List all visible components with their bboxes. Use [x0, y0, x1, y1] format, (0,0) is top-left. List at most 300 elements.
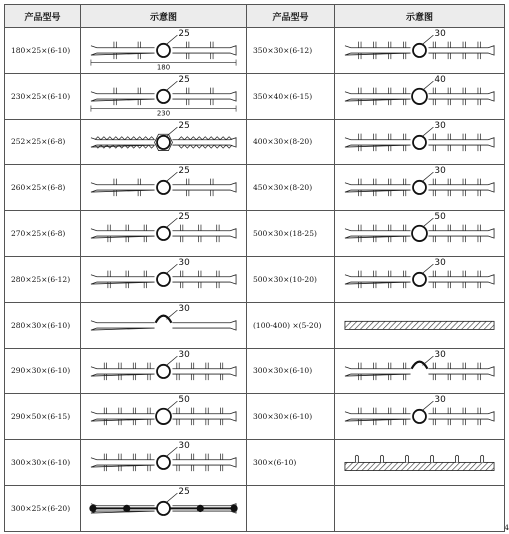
tooth	[208, 136, 214, 147]
left-model-cell: 290×30×(6-10)	[5, 348, 81, 394]
rib	[206, 454, 208, 472]
left-diagram-cell	[81, 119, 247, 165]
right-waterstop-diagram	[335, 303, 504, 348]
center-bulb	[413, 44, 426, 57]
bulb-size-label: 25	[178, 487, 190, 498]
left-profile	[91, 29, 236, 72]
rib	[433, 362, 435, 380]
rib	[403, 362, 405, 380]
table-row	[5, 348, 505, 394]
rib	[388, 408, 390, 426]
left-profile	[91, 75, 236, 118]
hatched-strip	[345, 463, 494, 471]
tooth	[149, 136, 155, 147]
header-diagram-right: 示意图	[335, 5, 505, 28]
right-model-cell: 300×(6-10)	[247, 440, 335, 486]
right-waterstop-diagram	[335, 349, 504, 394]
left-model-cell: 230×25×(6-10)	[5, 73, 81, 119]
left-waterstop-diagram	[81, 394, 246, 439]
leader-line	[422, 264, 433, 273]
center-bulb	[413, 410, 426, 423]
right-profile	[345, 258, 494, 288]
center-bulb	[157, 456, 170, 469]
center-bulb	[413, 135, 426, 148]
bulb-size-label: 50	[434, 212, 446, 223]
rib	[138, 87, 140, 105]
rib	[220, 408, 222, 426]
rib	[374, 133, 376, 151]
rib	[405, 455, 408, 462]
rib	[206, 362, 208, 380]
leader-line	[422, 218, 433, 227]
left-model-cell: 300×30×(6-10)	[5, 440, 81, 486]
right-model-cell: 450×30×(8-20)	[247, 165, 335, 211]
rib	[388, 133, 390, 151]
leader-line	[166, 310, 177, 319]
left-waterstop-diagram	[81, 120, 246, 165]
right-diagram-cell	[335, 256, 505, 302]
bulb-size-label: 30	[434, 29, 446, 40]
rib	[463, 179, 465, 197]
rib	[478, 408, 480, 426]
rib	[448, 271, 450, 289]
rib	[114, 87, 116, 105]
rib	[374, 271, 376, 289]
rib	[374, 87, 376, 105]
rib	[138, 179, 140, 197]
rib	[119, 362, 121, 380]
table-row	[5, 394, 505, 440]
rib	[114, 42, 116, 60]
rib	[359, 179, 361, 197]
left-model-cell: 260×25×(6-8)	[5, 165, 81, 211]
left-model-cell: 290×50×(6-15)	[5, 394, 81, 440]
rib	[433, 133, 435, 151]
left-waterstop-diagram	[81, 28, 246, 73]
rib	[374, 179, 376, 197]
rib	[388, 42, 390, 60]
left-waterstop-diagram	[81, 257, 246, 302]
rib	[374, 408, 376, 426]
rib	[177, 454, 179, 472]
bulb-size-label: 25	[178, 120, 190, 131]
table-row	[5, 73, 505, 119]
rib	[148, 362, 150, 380]
left-profile	[91, 350, 236, 380]
right-waterstop-diagram	[335, 28, 504, 73]
rib	[180, 225, 182, 243]
waterstop-spec-sheet	[4, 4, 504, 530]
rib	[448, 408, 450, 426]
right-diagram-cell	[335, 73, 505, 119]
tooth	[125, 136, 131, 147]
left-profile	[89, 487, 237, 515]
right-model-cell: (100-400) ×(5-20)	[247, 302, 335, 348]
rib	[211, 87, 213, 105]
rib	[463, 87, 465, 105]
rib	[144, 225, 146, 243]
right-waterstop-diagram	[335, 394, 504, 439]
right-profile	[345, 29, 494, 59]
rib	[186, 42, 188, 60]
rib	[374, 42, 376, 60]
rib	[374, 362, 376, 380]
rib	[478, 271, 480, 289]
rib	[104, 408, 106, 426]
bulb-size-label: 25	[178, 212, 190, 223]
table-row	[5, 165, 505, 211]
center-bulb	[157, 90, 170, 103]
left-diagram-cell	[81, 302, 247, 348]
rib	[359, 42, 361, 60]
left-profile	[91, 121, 236, 150]
rib	[433, 271, 435, 289]
right-profile	[345, 395, 494, 425]
tooth	[178, 136, 184, 147]
leader-line	[422, 402, 433, 411]
rib	[403, 225, 405, 243]
right-diagram-cell	[335, 394, 505, 440]
right-profile	[345, 121, 494, 151]
bulb-size-label: 30	[178, 258, 190, 269]
bulb-size-label: 30	[178, 441, 190, 452]
left-profile	[91, 441, 236, 471]
bulb-size-label: 25	[178, 29, 190, 40]
rib	[448, 179, 450, 197]
leader-line	[166, 493, 177, 502]
rib	[433, 225, 435, 243]
rib	[448, 362, 450, 380]
left-diagram-cell	[81, 165, 247, 211]
leader-line	[166, 402, 177, 411]
right-waterstop-diagram	[335, 440, 504, 485]
leader-line	[166, 173, 177, 182]
right-model-cell: 300×30×(6-10)	[247, 394, 335, 440]
center-bulb	[157, 502, 170, 515]
right-diagram-cell	[335, 485, 505, 531]
right-waterstop-diagram	[335, 165, 504, 210]
rib	[448, 87, 450, 105]
rib	[211, 179, 213, 197]
center-bulb	[412, 226, 427, 241]
rib	[388, 179, 390, 197]
rib	[478, 225, 480, 243]
center-bulb	[413, 181, 426, 194]
rib	[481, 455, 484, 462]
right-profile	[345, 321, 494, 329]
rib	[433, 179, 435, 197]
right-model-cell: 400×30×(8-20)	[247, 119, 335, 165]
left-waterstop-diagram	[81, 74, 246, 119]
rib	[114, 179, 116, 197]
bulb-size-label: 25	[178, 166, 190, 177]
rib	[463, 133, 465, 151]
rib	[403, 179, 405, 197]
rib	[403, 271, 405, 289]
rib	[180, 271, 182, 289]
tooth	[143, 136, 149, 147]
right-diagram-cell	[335, 302, 505, 348]
right-waterstop-diagram	[335, 257, 504, 302]
table-row	[5, 119, 505, 165]
tooth	[196, 136, 202, 147]
left-diagram-cell	[81, 256, 247, 302]
left-diagram-cell	[81, 440, 247, 486]
bulb-size-label: 30	[434, 166, 446, 177]
left-profile	[91, 395, 236, 425]
strip-body	[345, 366, 494, 375]
rib	[126, 271, 128, 289]
rib	[359, 133, 361, 151]
end-bulb	[197, 505, 204, 512]
rib	[211, 42, 213, 60]
leader-line	[166, 35, 177, 44]
left-waterstop-diagram	[81, 440, 246, 485]
tooth	[190, 136, 196, 147]
leader-line	[166, 127, 177, 136]
right-waterstop-diagram	[335, 120, 504, 165]
left-diagram-cell	[81, 485, 247, 531]
right-model-cell: 350×40×(6-15)	[247, 73, 335, 119]
left-profile	[91, 212, 236, 242]
tooth	[214, 136, 220, 147]
rib	[148, 408, 150, 426]
rib	[478, 42, 480, 60]
left-diagram-cell	[81, 211, 247, 257]
header-model-right: 产品型号	[247, 5, 335, 28]
bulb-size-label: 30	[178, 303, 190, 314]
tooth	[184, 136, 190, 147]
rib	[448, 133, 450, 151]
rib	[374, 225, 376, 243]
rib	[463, 362, 465, 380]
rib	[186, 87, 188, 105]
rib	[355, 455, 358, 462]
rib	[359, 271, 361, 289]
left-model-cell: 280×30×(6-10)	[5, 302, 81, 348]
leader-line	[422, 81, 433, 90]
tooth	[131, 136, 137, 147]
left-diagram-cell	[81, 28, 247, 74]
left-waterstop-diagram	[81, 349, 246, 394]
rib	[380, 455, 383, 462]
rib	[191, 362, 193, 380]
left-profile	[91, 166, 236, 196]
rib	[220, 454, 222, 472]
rib	[191, 454, 193, 472]
rib	[388, 362, 390, 380]
corner-mark: 4	[504, 524, 509, 532]
rib	[431, 455, 434, 462]
rib	[133, 408, 135, 426]
table-row	[5, 256, 505, 302]
rib	[104, 454, 106, 472]
rib	[144, 271, 146, 289]
spec-table	[4, 4, 505, 532]
rib	[403, 133, 405, 151]
right-waterstop-diagram	[335, 74, 504, 119]
tooth	[226, 136, 232, 147]
center-bulb	[157, 364, 170, 377]
rib	[478, 179, 480, 197]
leader-line	[422, 173, 433, 182]
right-diagram-cell	[335, 348, 505, 394]
table-row	[5, 211, 505, 257]
right-model-cell: 500×30×(10-20)	[247, 256, 335, 302]
center-bulb	[157, 181, 170, 194]
end-bulb	[89, 505, 96, 512]
right-diagram-cell	[335, 211, 505, 257]
rib	[119, 408, 121, 426]
rib	[463, 408, 465, 426]
rib	[138, 42, 140, 60]
left-model-cell: 180×25×(6-10)	[5, 28, 81, 74]
leader-line	[166, 264, 177, 273]
bulb-size-label: 30	[434, 120, 446, 131]
rib	[478, 133, 480, 151]
left-profile	[91, 304, 236, 330]
rib	[104, 362, 106, 380]
leader-line	[166, 356, 177, 365]
rib	[359, 225, 361, 243]
left-profile	[91, 258, 236, 288]
left-waterstop-diagram	[81, 211, 246, 256]
rib	[463, 42, 465, 60]
bulb-size-label: 30	[434, 395, 446, 406]
table-row	[5, 28, 505, 74]
rib	[220, 362, 222, 380]
right-model-cell: 300×30×(6-10)	[247, 348, 335, 394]
left-model-cell: 280×25×(6-12)	[5, 256, 81, 302]
rib	[133, 362, 135, 380]
leader-line	[166, 447, 177, 456]
rib	[119, 454, 121, 472]
table-row	[5, 302, 505, 348]
bulb-size-label: 40	[434, 74, 446, 85]
left-diagram-cell	[81, 348, 247, 394]
rib	[478, 87, 480, 105]
center-bulb	[157, 44, 170, 57]
leader-line	[422, 127, 433, 136]
leader-line	[422, 35, 433, 44]
rib	[133, 454, 135, 472]
rib	[199, 225, 201, 243]
rib	[108, 271, 110, 289]
width-label: 230	[156, 108, 171, 118]
right-profile	[345, 350, 494, 380]
table-row	[5, 440, 505, 486]
left-diagram-cell	[81, 73, 247, 119]
right-model-cell: 350×30×(6-12)	[247, 28, 335, 74]
rib	[433, 42, 435, 60]
leader-line	[166, 218, 177, 227]
right-diagram-cell	[335, 440, 505, 486]
rib	[403, 42, 405, 60]
bulb-size-label: 25	[178, 74, 190, 85]
tooth	[137, 136, 143, 147]
rib	[217, 271, 219, 289]
bulb-size-label: 50	[178, 395, 190, 406]
right-profile	[345, 455, 494, 470]
hatched-strip	[345, 321, 494, 329]
center-bulb	[157, 227, 170, 240]
width-label: 180	[156, 62, 171, 72]
bulb-size-label: 30	[434, 349, 446, 360]
right-waterstop-diagram	[335, 211, 504, 256]
end-bulb	[123, 505, 130, 512]
left-model-cell: 270×25×(6-8)	[5, 211, 81, 257]
rib	[456, 455, 459, 462]
header-diagram-left: 示意图	[81, 5, 247, 28]
right-diagram-cell	[335, 28, 505, 74]
rib	[359, 408, 361, 426]
right-profile	[345, 166, 494, 196]
leader-line	[166, 81, 177, 90]
rib	[199, 271, 201, 289]
rib	[448, 42, 450, 60]
bulb-size-label: 30	[434, 258, 446, 269]
center-bulb	[413, 273, 426, 286]
rib	[191, 408, 193, 426]
rib	[359, 362, 361, 380]
rib	[206, 408, 208, 426]
rib	[403, 87, 405, 105]
rib	[403, 408, 405, 426]
tooth	[220, 136, 226, 147]
header-row	[5, 5, 505, 28]
right-profile	[345, 75, 494, 105]
tooth	[95, 136, 101, 147]
right-diagram-cell	[335, 165, 505, 211]
rib	[217, 225, 219, 243]
bulb-size-label: 30	[178, 349, 190, 360]
right-model-cell: 500×30×(18-25)	[247, 211, 335, 257]
left-waterstop-diagram	[81, 486, 246, 531]
leader-line	[422, 356, 433, 365]
rib	[177, 362, 179, 380]
rib	[388, 225, 390, 243]
center-bulb	[157, 135, 170, 148]
center-bulb	[157, 273, 170, 286]
rib	[463, 271, 465, 289]
left-waterstop-diagram	[81, 303, 246, 348]
left-diagram-cell	[81, 394, 247, 440]
rib	[108, 225, 110, 243]
left-model-cell: 300×25×(6-20)	[5, 485, 81, 531]
left-waterstop-diagram	[81, 165, 246, 210]
right-model-cell	[247, 485, 335, 531]
rib	[126, 225, 128, 243]
tooth	[202, 136, 208, 147]
table-row	[5, 485, 505, 531]
rib	[433, 408, 435, 426]
right-profile	[345, 212, 494, 242]
right-waterstop-diagram	[335, 486, 504, 531]
rib	[148, 454, 150, 472]
rib	[463, 225, 465, 243]
rib	[177, 408, 179, 426]
rib	[388, 87, 390, 105]
header-model-left: 产品型号	[5, 5, 81, 28]
rib	[388, 271, 390, 289]
strip-body	[91, 320, 236, 329]
rib	[478, 362, 480, 380]
end-bulb	[230, 505, 237, 512]
left-model-cell: 252×25×(6-8)	[5, 119, 81, 165]
rib	[433, 87, 435, 105]
center-bulb	[156, 409, 171, 424]
rib	[448, 225, 450, 243]
